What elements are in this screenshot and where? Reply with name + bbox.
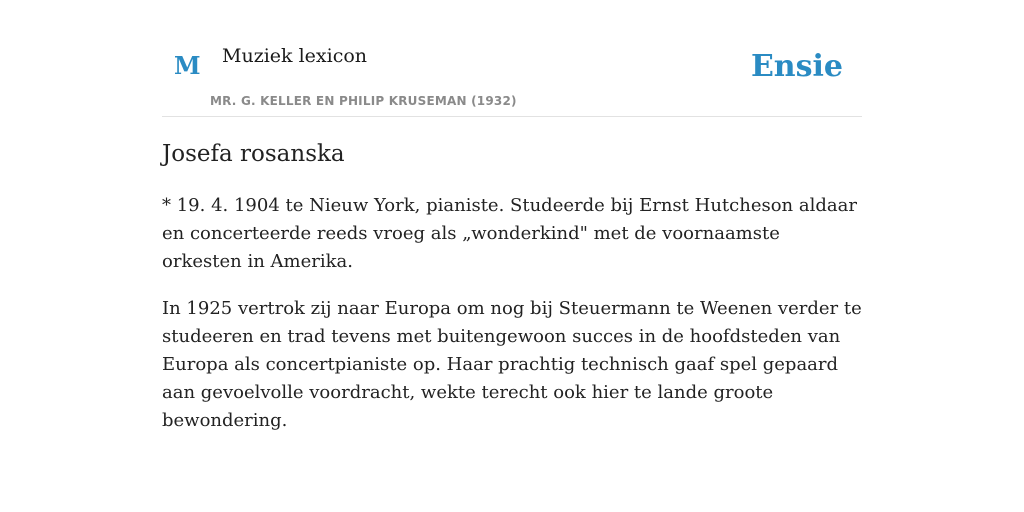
site-header (162, 0, 862, 117)
book-logo-link[interactable]: M (174, 51, 201, 80)
book-title-link[interactable]: Muziek lexicon (222, 45, 368, 67)
entry-paragraph: * 19. 4. 1904 te Nieuw York, pianiste. Studeerde bij Ernst Hutcheson aldaar en concerteerde reeds vroeg als „wonderkind" met de voornaamste orkesten in Amerika. (162, 195, 857, 272)
entry-text (162, 192, 862, 435)
entry-content (162, 138, 862, 454)
entry-paragraph: In 1925 vertrok zij naar Europa om nog bij Steuermann te Weenen verder te studeeren en trad tevens met buitengewoon succes in de hoofdsteden van Europa als concertpianiste op. Haar prachtig technisch gaaf spel gepaard aan gevoelvolle voordracht, wekte terecht ook hier te lande groote bewondering. (162, 298, 862, 431)
brand-logo-link[interactable]: Ensie (750, 49, 843, 84)
book-authors: MR. G. KELLER EN PHILIP KRUSEMAN (1932) (210, 94, 517, 108)
entry-title: Josefa rosanska (162, 141, 345, 167)
